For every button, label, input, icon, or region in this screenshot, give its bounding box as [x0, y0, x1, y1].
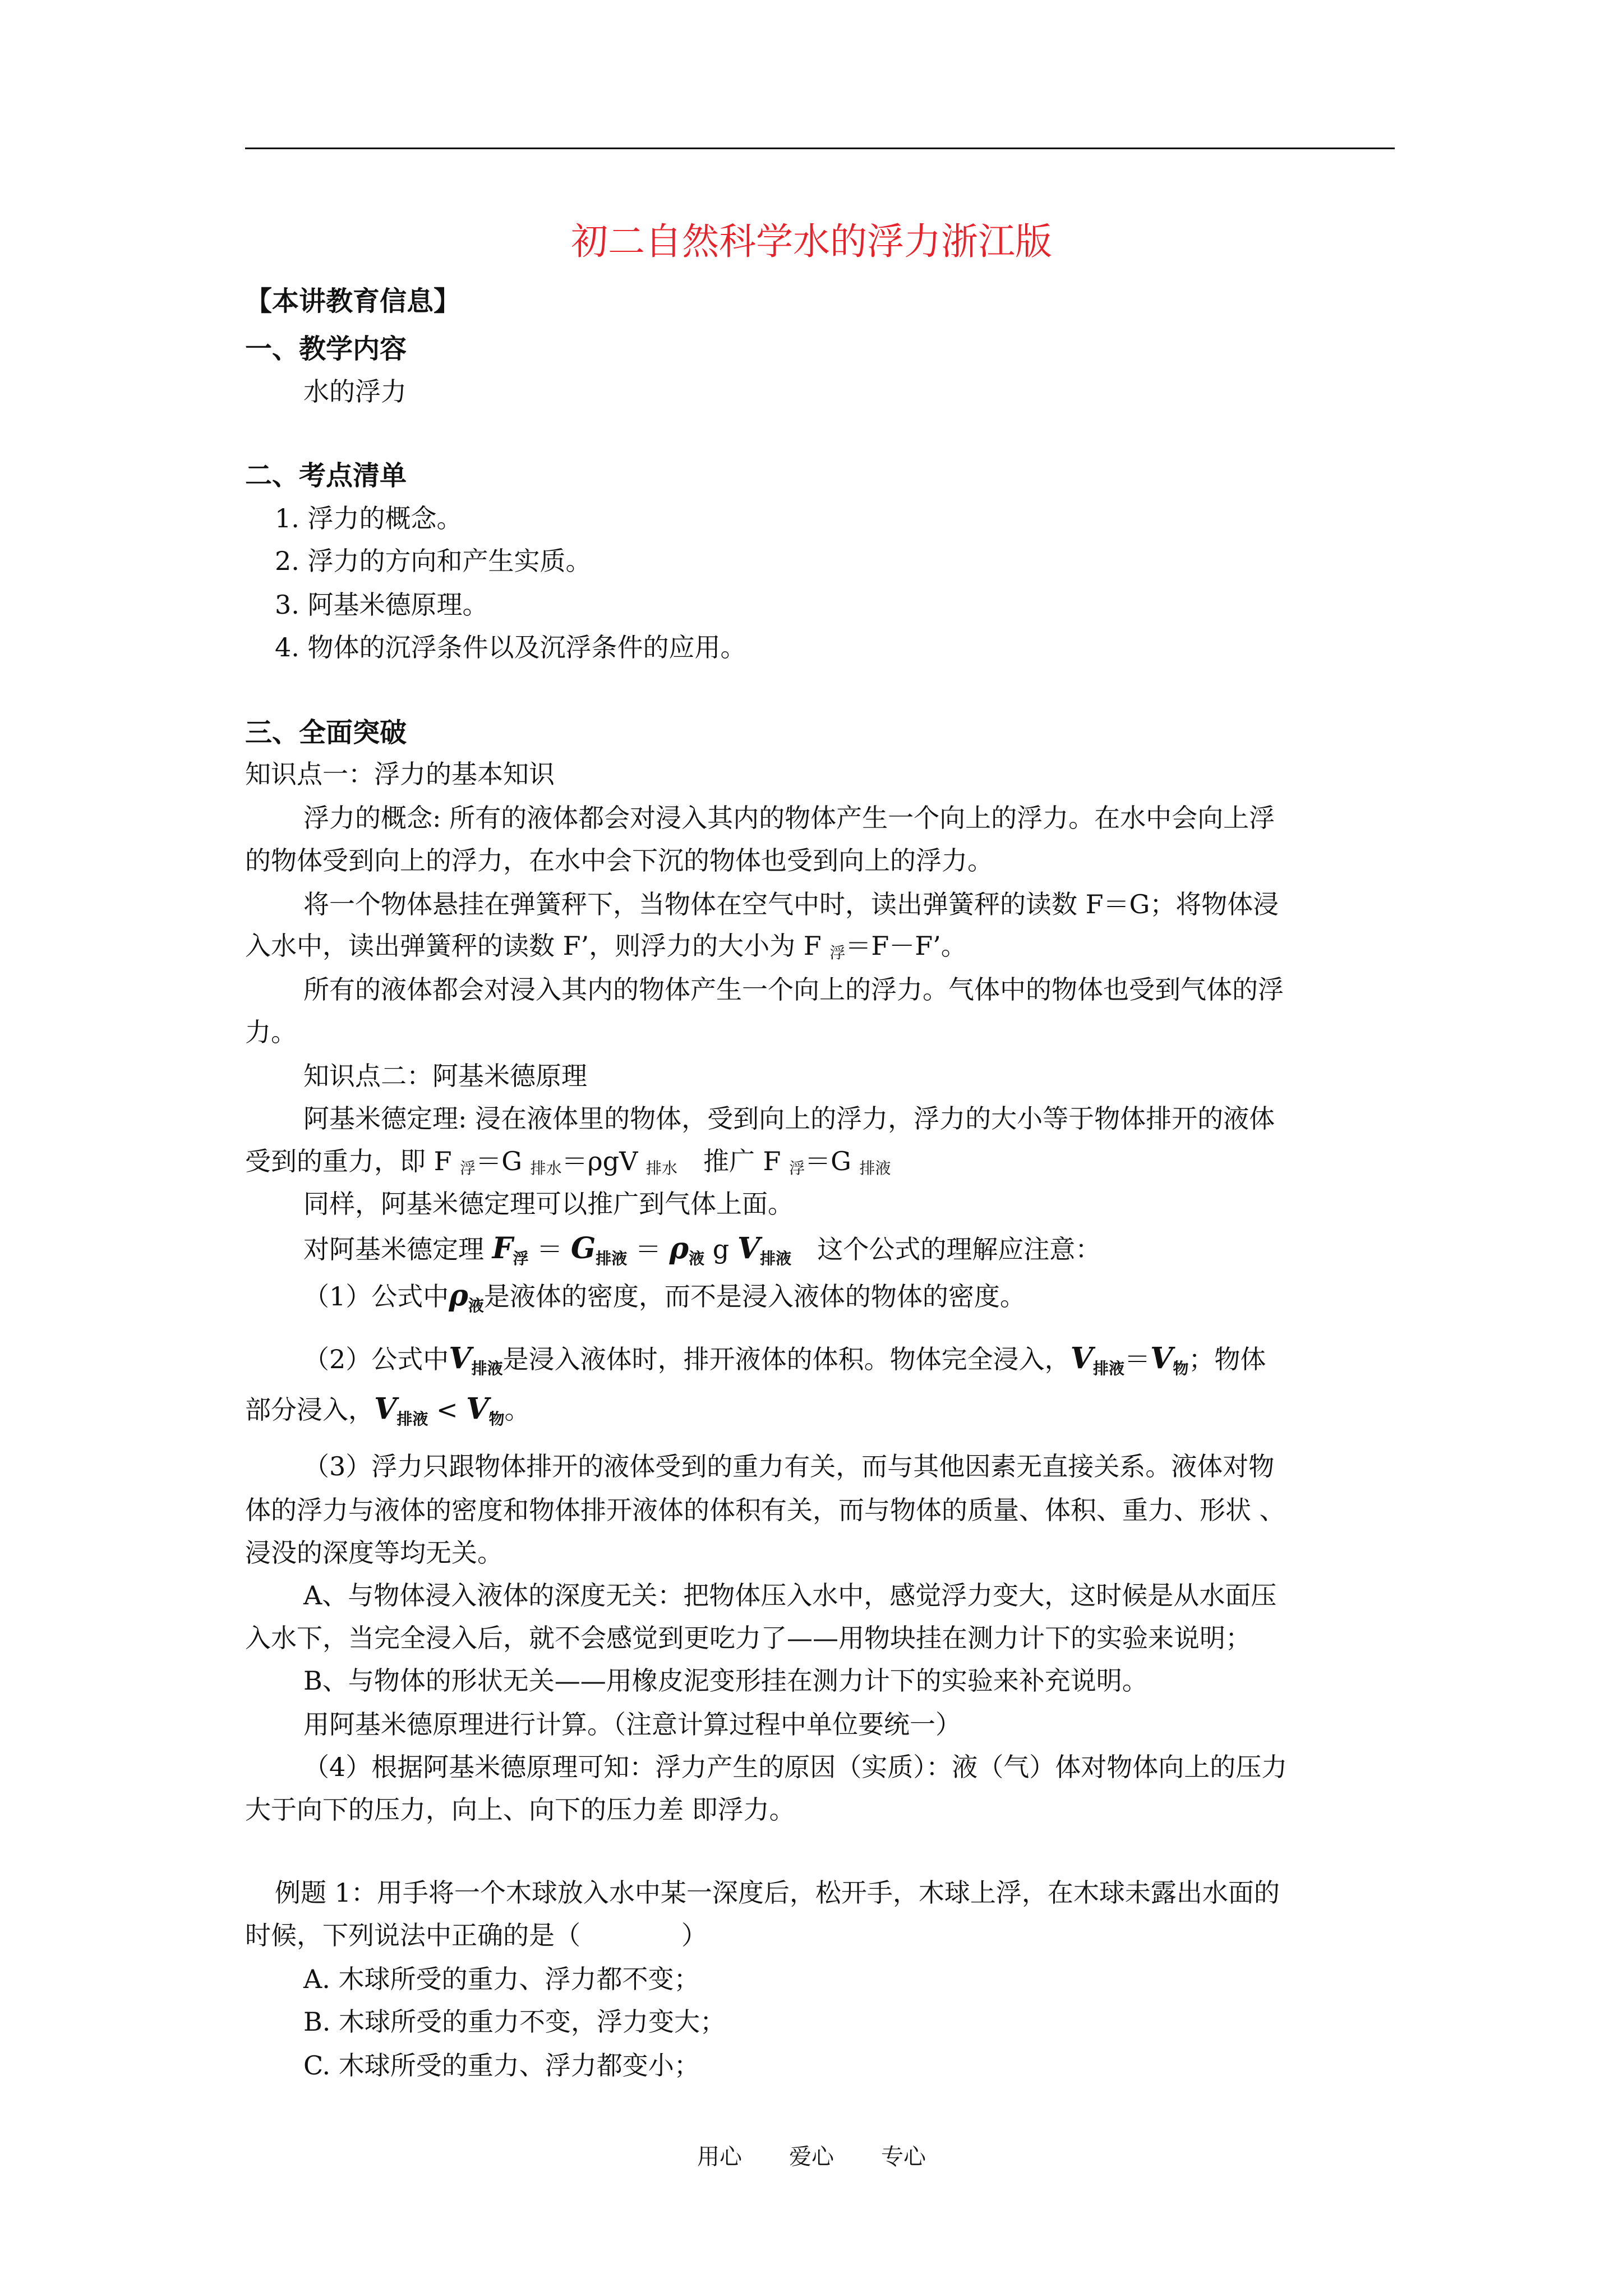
- option-a: A. 木球所受的重力、浮力都不变；: [303, 1964, 700, 1994]
- section-1-body: 水的浮力: [303, 376, 407, 407]
- paragraph: 入水下，当完全浸入后，就不会感觉到更吃力了——用物块挂在测力计下的实验来说明；: [245, 1623, 1251, 1653]
- note-2: （2）公式中$V_{排液}$是浸入液体时，排开液体的体积。物体完全浸入，$V_{排液}=V_物$；物体: [303, 1341, 1266, 1378]
- note-3: （3）浮力只跟物体排开的液体受到的重力有关，而与其他因素无直接关系。液体对物: [303, 1451, 1275, 1481]
- section-2-heading: 二、考点清单: [245, 460, 407, 491]
- paragraph: 入水中，读出弹簧秤的读数 F’，则浮力的大小为 F 浮＝F－F’。: [245, 931, 967, 962]
- list-item: 1. 浮力的概念。: [275, 503, 463, 533]
- paragraph: 将一个物体悬挂在弹簧秤下，当物体在空气中时，读出弹簧秤的读数 F＝G；将物体浸: [303, 889, 1279, 919]
- archimedes-formula-line: 对阿基米德定理 $F_浮 = G_{排液} = \rho_液$ g $V_{排液}$ 这个公式的理解应注意：: [303, 1231, 1101, 1268]
- paragraph: 的物体受到向上的浮力，在水中会下沉的物体也受到向上的浮力。: [245, 845, 993, 876]
- knowledge-point-2-heading: 知识点二：阿基米德原理: [303, 1061, 587, 1091]
- note-1: （1）公式中$\rho_液$是液体的密度，而不是浸入液体的物体的密度。: [303, 1278, 1026, 1315]
- footer-word: 用心: [697, 2144, 742, 2170]
- paragraph: 浮力的概念: 所有的液体都会对浸入其内的物体产生一个向上的浮力。在水中会向上浮: [303, 803, 1275, 833]
- note-3-cont: 浸没的深度等均无关。: [245, 1538, 503, 1568]
- list-item: 2. 浮力的方向和产生实质。: [275, 546, 592, 576]
- page-footer: [0, 2143, 1623, 2171]
- list-item: 3. 阿基米德原理。: [275, 590, 488, 620]
- section-3-heading: 三、全面突破: [245, 717, 407, 748]
- paragraph: 阿基米德定理: 浸在液体里的物体，受到向上的浮力，浮力的大小等于物体排开的液体: [303, 1103, 1275, 1134]
- header-rule: [245, 148, 1395, 149]
- example-1-question: 例题 1：用手将一个木球放入水中某一深度后，松开手，木球上浮，在木球未露出水面的: [275, 1878, 1280, 1908]
- paragraph: 力。: [245, 1017, 297, 1047]
- section-1-heading: 一、教学内容: [245, 333, 407, 365]
- note-4: （4）根据阿基米德原理可知：浮力产生的原因（实质）：液（气）体对物体向上的压力: [303, 1752, 1288, 1782]
- knowledge-point-1-heading: 知识点一：浮力的基本知识: [245, 759, 555, 789]
- info-heading: 【本讲教育信息】: [245, 286, 461, 317]
- note-2-cont: 部分浸入，$V_{排液} < V_物$。: [245, 1392, 531, 1428]
- formula-line: 受到的重力，即 F 浮＝G 排水＝ρgV 排水 推广 F 浮＝G 排液: [245, 1146, 891, 1177]
- paragraph: A、与物体浸入液体的深度无关：把物体压入水中，感觉浮力变大，这时候是从水面压: [303, 1580, 1277, 1611]
- footer-word: 专心: [881, 2144, 926, 2170]
- option-b: B. 木球所受的重力不变，浮力变大；: [303, 2007, 726, 2037]
- list-item: 4. 物体的沉浮条件以及沉浮条件的应用。: [275, 632, 746, 662]
- option-c: C. 木球所受的重力、浮力都变小；: [303, 2050, 700, 2081]
- paragraph: 同样，阿基米德定理可以推广到气体上面。: [303, 1189, 794, 1219]
- paragraph: B、与物体的形状无关——用橡皮泥变形挂在测力计下的实验来补充说明。: [303, 1665, 1148, 1696]
- paragraph: 用阿基米德原理进行计算。（注意计算过程中单位要统一）: [303, 1709, 961, 1740]
- page-title: 初二自然科学水的浮力浙江版: [571, 220, 1052, 263]
- example-1-question-cont: 时候，下列说法中正确的是（ ）: [245, 1920, 707, 1950]
- footer-word: 爱心: [789, 2144, 834, 2170]
- note-3-cont: 体的浮力与液体的密度和物体排开液体的体积有关，而与物体的质量、体积、重力、形状 、: [245, 1495, 1285, 1525]
- note-4-cont: 大于向下的压力，向上、向下的压力差 即浮力。: [245, 1795, 795, 1825]
- paragraph: 所有的液体都会对浸入其内的物体产生一个向上的浮力。气体中的物体也受到气体的浮: [303, 974, 1284, 1005]
